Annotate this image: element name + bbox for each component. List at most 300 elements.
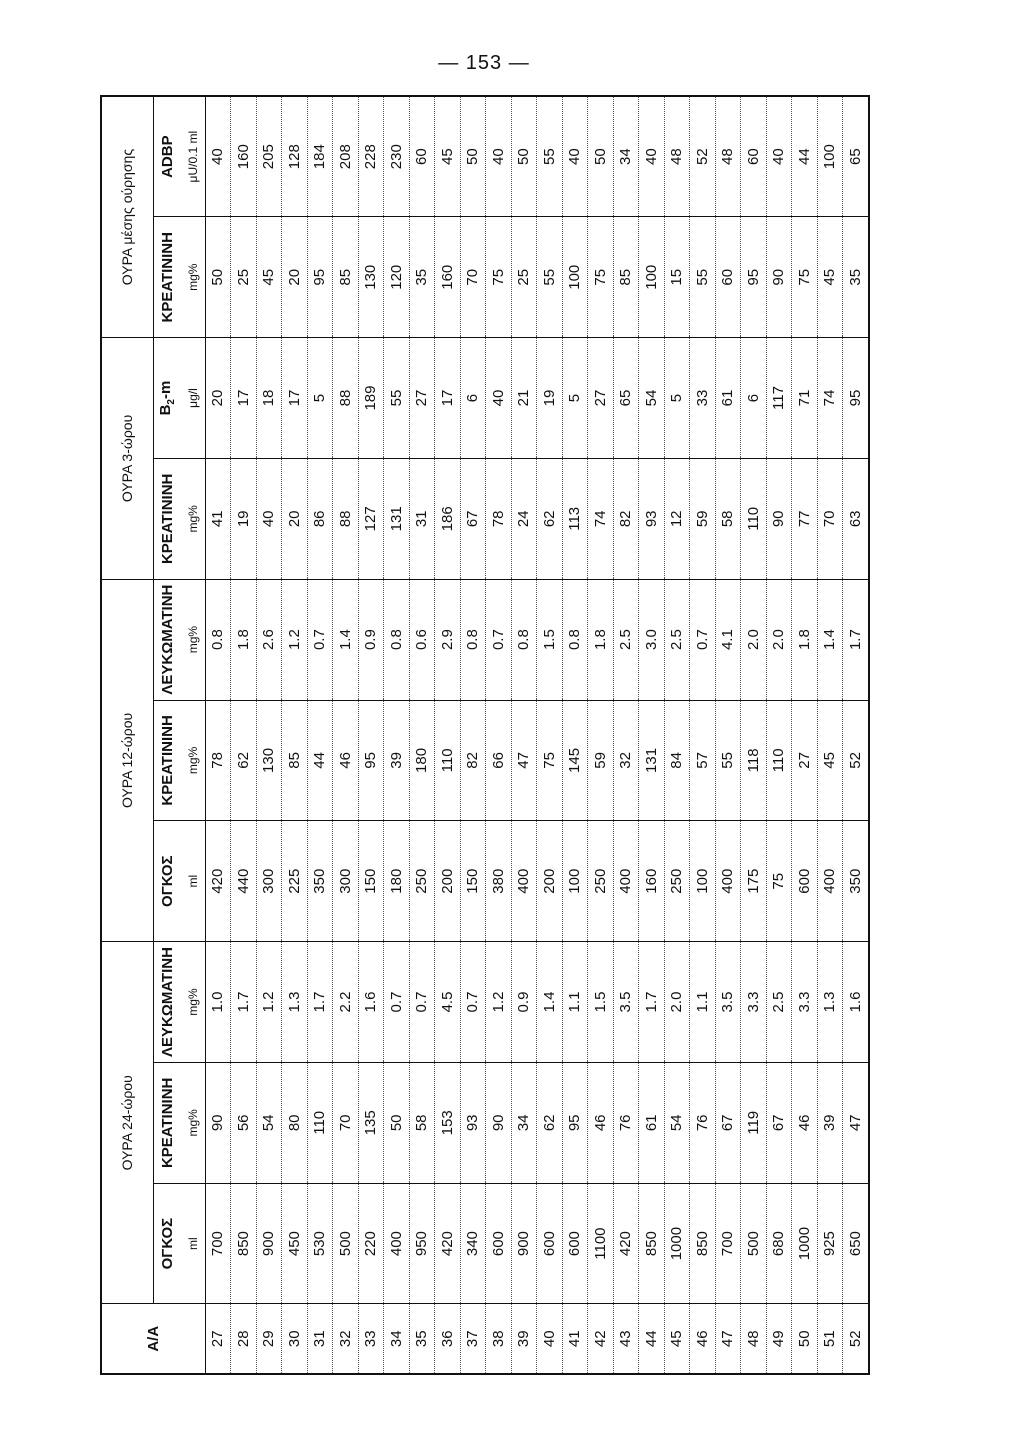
table-cell: 0.6: [409, 579, 435, 700]
table-cell: 90: [486, 1062, 512, 1183]
table-cell: 180: [384, 821, 410, 942]
table-cell: 127: [358, 458, 384, 579]
table-cell: 66: [486, 700, 512, 821]
table-cell: 131: [384, 458, 410, 579]
table-cell: 3.3: [792, 942, 818, 1063]
table-cell: 150: [358, 821, 384, 942]
table-cell: 61: [715, 338, 741, 459]
table-cell: 4.5: [435, 942, 461, 1063]
table-cell: 900: [511, 1183, 537, 1304]
table-cell: 0.8: [511, 579, 537, 700]
table-cell: 75: [537, 700, 563, 821]
table-cell: 95: [741, 217, 767, 338]
table-cell: 950: [409, 1183, 435, 1304]
table-cell: 1.8: [231, 579, 257, 700]
table-cell: 58: [409, 1062, 435, 1183]
table-cell: 1.3: [282, 942, 308, 1063]
table-cell: 78: [486, 458, 512, 579]
b2m-label-sub: 2: [165, 399, 177, 405]
table-cell: 160: [639, 821, 665, 942]
table-cell: 25: [511, 217, 537, 338]
table-cell: 90: [766, 458, 792, 579]
table-cell: 2.5: [613, 579, 639, 700]
col-header-2: ΚΡΕΑΤΙΝΙΝΗ: [153, 1062, 181, 1183]
table-cell: 86: [307, 458, 333, 579]
table-cell: 62: [231, 700, 257, 821]
table-cell: 70: [460, 217, 486, 338]
table-cell: 2.0: [741, 579, 767, 700]
table-cell: 117: [766, 338, 792, 459]
table-row: [817, 96, 843, 1374]
table-cell: 380: [486, 821, 512, 942]
table-cell: 44: [792, 96, 818, 217]
table-cell: 0.7: [486, 579, 512, 700]
table-cell: 135: [358, 1062, 384, 1183]
table-cell: 900: [256, 1183, 282, 1304]
table-cell: 200: [435, 821, 461, 942]
table-cell: 131: [639, 700, 665, 821]
row-index-cell: 48: [741, 1304, 767, 1374]
table-cell: 5: [307, 338, 333, 459]
table-cell: 400: [613, 821, 639, 942]
table-cell: 420: [205, 821, 231, 942]
col-header-6: ΛΕΥΚΩΜΑΤΙΝΗ: [153, 579, 181, 700]
row-index-cell: 44: [639, 1304, 665, 1374]
table-row: [843, 96, 870, 1374]
b2m-label-tail: -m: [156, 380, 174, 399]
table-cell: 76: [690, 1062, 716, 1183]
table-cell: 110: [307, 1062, 333, 1183]
b2m-label-main: B: [156, 404, 174, 416]
col-unit-1: ml: [181, 1183, 205, 1304]
table-cell: 90: [766, 217, 792, 338]
row-index-cell: 31: [307, 1304, 333, 1374]
table-cell: 2.5: [664, 579, 690, 700]
table-cell: 77: [792, 458, 818, 579]
table-cell: 850: [231, 1183, 257, 1304]
table-cell: 15: [664, 217, 690, 338]
row-index-cell: 30: [282, 1304, 308, 1374]
group-header-urine-3h: ΟΥΡΑ 3-ώρου: [101, 338, 153, 580]
table-cell: 46: [333, 700, 359, 821]
table-cell: 65: [613, 338, 639, 459]
table-cell: 700: [205, 1183, 231, 1304]
table-cell: 6: [741, 338, 767, 459]
table-cell: 58: [715, 458, 741, 579]
table-cell: 33: [690, 338, 716, 459]
table-cell: 189: [358, 338, 384, 459]
group-header-urine-24h: ΟΥΡΑ 24-ώρου: [101, 942, 153, 1304]
table-cell: 500: [741, 1183, 767, 1304]
table-row: [358, 96, 384, 1374]
table-cell: 34: [511, 1062, 537, 1183]
table-row: [409, 96, 435, 1374]
table-cell: 47: [843, 1062, 870, 1183]
table-cell: 54: [664, 1062, 690, 1183]
table-cell: 180: [409, 700, 435, 821]
table-cell: 3.3: [741, 942, 767, 1063]
table-cell: 76: [613, 1062, 639, 1183]
table-cell: 50: [511, 96, 537, 217]
table-cell: 48: [715, 96, 741, 217]
table-row: [613, 96, 639, 1374]
table-cell: 82: [613, 458, 639, 579]
table-cell: 1.7: [307, 942, 333, 1063]
table-cell: 440: [231, 821, 257, 942]
table-cell: 1.8: [588, 579, 614, 700]
table-cell: 1.2: [486, 942, 512, 1063]
col-unit-4: ml: [181, 821, 205, 942]
table-cell: 225: [282, 821, 308, 942]
table-cell: 300: [333, 821, 359, 942]
table-cell: 680: [766, 1183, 792, 1304]
table-cell: 110: [766, 700, 792, 821]
table-cell: 18: [256, 338, 282, 459]
table-row: [664, 96, 690, 1374]
table-cell: 1.5: [588, 942, 614, 1063]
table-cell: 0.7: [384, 942, 410, 1063]
table-cell: 220: [358, 1183, 384, 1304]
table-cell: 67: [766, 1062, 792, 1183]
table-cell: 45: [817, 700, 843, 821]
table-cell: 228: [358, 96, 384, 217]
table-cell: 1.5: [537, 579, 563, 700]
table-cell: 31: [409, 458, 435, 579]
table-cell: 59: [588, 700, 614, 821]
table-cell: 50: [460, 96, 486, 217]
row-index-cell: 35: [409, 1304, 435, 1374]
table-cell: 2.2: [333, 942, 359, 1063]
table-cell: 1.7: [639, 942, 665, 1063]
table-cell: 19: [537, 338, 563, 459]
table-cell: 0.7: [690, 579, 716, 700]
row-index-cell: 52: [843, 1304, 870, 1374]
table-cell: 39: [817, 1062, 843, 1183]
table-row: [792, 96, 818, 1374]
header-aa: Α/Α: [101, 1304, 205, 1374]
table-cell: 21: [511, 338, 537, 459]
table-cell: 95: [562, 1062, 588, 1183]
data-table-frame: [100, 95, 870, 1375]
table-cell: 41: [205, 458, 231, 579]
table-cell: 850: [690, 1183, 716, 1304]
row-index-cell: 45: [664, 1304, 690, 1374]
table-cell: 1.2: [282, 579, 308, 700]
table-cell: 150: [460, 821, 486, 942]
table-cell: 925: [817, 1183, 843, 1304]
table-cell: 0.7: [460, 942, 486, 1063]
table-cell: 400: [511, 821, 537, 942]
col-unit-6: mg%: [181, 579, 205, 700]
table-cell: 39: [384, 700, 410, 821]
table-cell: 130: [256, 700, 282, 821]
row-index-cell: 40: [537, 1304, 563, 1374]
table-cell: 34: [613, 96, 639, 217]
table-cell: 110: [741, 458, 767, 579]
table-cell: 1.1: [690, 942, 716, 1063]
table-cell: 59: [690, 458, 716, 579]
table-cell: 45: [817, 217, 843, 338]
table-row: [256, 96, 282, 1374]
table-cell: 130: [358, 217, 384, 338]
table-cell: 1100: [588, 1183, 614, 1304]
table-row: [766, 96, 792, 1374]
table-cell: 600: [537, 1183, 563, 1304]
table-row: [537, 96, 563, 1374]
table-cell: 600: [562, 1183, 588, 1304]
row-index-cell: 38: [486, 1304, 512, 1374]
table-cell: 40: [486, 96, 512, 217]
table-cell: 650: [843, 1183, 870, 1304]
table-cell: 0.8: [384, 579, 410, 700]
table-cell: 27: [588, 338, 614, 459]
row-index-cell: 46: [690, 1304, 716, 1374]
table-cell: 20: [282, 458, 308, 579]
table-cell: 90: [205, 1062, 231, 1183]
table-cell: 20: [282, 217, 308, 338]
table-cell: 40: [562, 96, 588, 217]
table-cell: 0.8: [460, 579, 486, 700]
table-cell: 40: [639, 96, 665, 217]
table-cell: 100: [690, 821, 716, 942]
table-row: [511, 96, 537, 1374]
table-cell: 3.5: [715, 942, 741, 1063]
row-index-cell: 43: [613, 1304, 639, 1374]
table-cell: 50: [205, 217, 231, 338]
table-cell: 1.4: [333, 579, 359, 700]
table-cell: 57: [690, 700, 716, 821]
table-cell: 17: [282, 338, 308, 459]
table-cell: 27: [409, 338, 435, 459]
table-cell: 100: [562, 217, 588, 338]
table-cell: 208: [333, 96, 359, 217]
table-cell: 1.7: [231, 942, 257, 1063]
table-cell: 128: [282, 96, 308, 217]
table-cell: 0.8: [562, 579, 588, 700]
col-unit-10: μU/0.1 ml: [181, 96, 205, 217]
table-cell: 40: [486, 338, 512, 459]
row-index-cell: 47: [715, 1304, 741, 1374]
table-cell: 1.7: [843, 579, 870, 700]
table-cell: 60: [409, 96, 435, 217]
table-cell: 46: [792, 1062, 818, 1183]
table-cell: 55: [690, 217, 716, 338]
table-cell: 56: [231, 1062, 257, 1183]
col-header-9: ΚΡΕΑΤΙΝΙΝΗ: [153, 217, 181, 338]
table-cell: 67: [460, 458, 486, 579]
table-cell: 80: [282, 1062, 308, 1183]
table-cell: 5: [664, 338, 690, 459]
table-cell: 95: [843, 338, 870, 459]
table-cell: 25: [231, 217, 257, 338]
table-cell: 350: [307, 821, 333, 942]
table-cell: 88: [333, 338, 359, 459]
table-cell: 55: [384, 338, 410, 459]
table-cell: 1.8: [792, 579, 818, 700]
col-header-10: ADBP: [153, 96, 181, 217]
row-index-cell: 36: [435, 1304, 461, 1374]
table-cell: 35: [843, 217, 870, 338]
row-index-cell: 39: [511, 1304, 537, 1374]
table-row: [460, 96, 486, 1374]
table-cell: 52: [843, 700, 870, 821]
table-cell: 184: [307, 96, 333, 217]
col-unit-3: mg%: [181, 942, 205, 1063]
table-cell: 450: [282, 1183, 308, 1304]
table-cell: 84: [664, 700, 690, 821]
table-cell: 17: [231, 338, 257, 459]
table-cell: 420: [435, 1183, 461, 1304]
table-row: [231, 96, 257, 1374]
table-cell: 6: [460, 338, 486, 459]
table-cell: 100: [817, 96, 843, 217]
row-index-cell: 32: [333, 1304, 359, 1374]
table-row: [741, 96, 767, 1374]
table-cell: 400: [817, 821, 843, 942]
table-cell: 62: [537, 1062, 563, 1183]
table-cell: 119: [741, 1062, 767, 1183]
table-cell: 1.4: [537, 942, 563, 1063]
table-cell: 113: [562, 458, 588, 579]
table-cell: 52: [690, 96, 716, 217]
table-cell: 1.3: [817, 942, 843, 1063]
table-cell: 50: [588, 96, 614, 217]
table-cell: 93: [639, 458, 665, 579]
row-index-cell: 37: [460, 1304, 486, 1374]
table-cell: 1.1: [562, 942, 588, 1063]
table-row: [562, 96, 588, 1374]
table-cell: 82: [460, 700, 486, 821]
table-cell: 45: [435, 96, 461, 217]
col-header-3: ΛΕΥΚΩΜΑΤΙΝΗ: [153, 942, 181, 1063]
table-cell: 85: [282, 700, 308, 821]
table-cell: 153: [435, 1062, 461, 1183]
table-cell: 35: [409, 217, 435, 338]
row-index-cell: 51: [817, 1304, 843, 1374]
table-row: [639, 96, 665, 1374]
table-cell: 420: [613, 1183, 639, 1304]
table-body: [205, 96, 869, 1374]
row-index-cell: 29: [256, 1304, 282, 1374]
table-cell: 46: [588, 1062, 614, 1183]
col-header-7: ΚΡΕΑΤΙΝΙΝΗ: [153, 458, 181, 579]
table-cell: 230: [384, 96, 410, 217]
table-row: [384, 96, 410, 1374]
table-cell: 32: [613, 700, 639, 821]
table-row: [282, 96, 308, 1374]
table-cell: 88: [333, 458, 359, 579]
row-index-cell: 27: [205, 1304, 231, 1374]
table-row: [588, 96, 614, 1374]
table-cell: 1.6: [358, 942, 384, 1063]
table-cell: 700: [715, 1183, 741, 1304]
table-cell: 1000: [664, 1183, 690, 1304]
table-cell: 62: [537, 458, 563, 579]
col-header-4: ΟΓΚΟΣ: [153, 821, 181, 942]
table-cell: 186: [435, 458, 461, 579]
table-cell: 100: [639, 217, 665, 338]
col-unit-2: mg%: [181, 1062, 205, 1183]
table-cell: 60: [715, 217, 741, 338]
col-header-1: ΟΓΚΟΣ: [153, 1183, 181, 1304]
table-cell: 71: [792, 338, 818, 459]
table-cell: 145: [562, 700, 588, 821]
table-cell: 1.2: [256, 942, 282, 1063]
table-cell: 2.0: [664, 942, 690, 1063]
table-cell: 1.4: [817, 579, 843, 700]
table-cell: 400: [384, 1183, 410, 1304]
table-cell: 0.7: [307, 579, 333, 700]
table-cell: 3.0: [639, 579, 665, 700]
table-cell: 63: [843, 458, 870, 579]
table-cell: 1.6: [843, 942, 870, 1063]
table-cell: 530: [307, 1183, 333, 1304]
urine-analysis-table: [100, 95, 870, 1375]
table-cell: 85: [333, 217, 359, 338]
table-cell: 75: [486, 217, 512, 338]
table-cell: 250: [664, 821, 690, 942]
table-cell: 300: [256, 821, 282, 942]
row-index-cell: 50: [792, 1304, 818, 1374]
row-index-cell: 34: [384, 1304, 410, 1374]
group-header-urine-mid: ΟΥΡΑ μέσης ούρησης: [101, 96, 153, 338]
table-cell: 0.9: [511, 942, 537, 1063]
table-cell: 44: [307, 700, 333, 821]
table-cell: 50: [384, 1062, 410, 1183]
table-cell: 17: [435, 338, 461, 459]
table-cell: 70: [817, 458, 843, 579]
table-cell: 60: [741, 96, 767, 217]
table-cell: 61: [639, 1062, 665, 1183]
row-index-cell: 28: [231, 1304, 257, 1374]
table-cell: 2.5: [766, 942, 792, 1063]
page-number: — 153 —: [438, 52, 530, 74]
table-cell: 85: [613, 217, 639, 338]
table-cell: 40: [205, 96, 231, 217]
table-row: [333, 96, 359, 1374]
table-cell: 600: [486, 1183, 512, 1304]
table-cell: 75: [792, 217, 818, 338]
table-row: [715, 96, 741, 1374]
table-cell: 160: [231, 96, 257, 217]
table-cell: 47: [511, 700, 537, 821]
table-cell: 27: [792, 700, 818, 821]
col-unit-9: mg%: [181, 217, 205, 338]
table-cell: 74: [588, 458, 614, 579]
table-cell: 54: [639, 338, 665, 459]
table-cell: 70: [333, 1062, 359, 1183]
table-row: [307, 96, 333, 1374]
table-cell: 67: [715, 1062, 741, 1183]
table-cell: 55: [537, 217, 563, 338]
table-cell: 95: [358, 700, 384, 821]
table-cell: 600: [792, 821, 818, 942]
col-header-5: ΚΡΕΑΤΙΝΙΝΗ: [153, 700, 181, 821]
table-cell: 200: [537, 821, 563, 942]
table-cell: 2.9: [435, 579, 461, 700]
table-cell: 205: [256, 96, 282, 217]
table-cell: 95: [307, 217, 333, 338]
table-cell: 100: [562, 821, 588, 942]
table-cell: 2.6: [256, 579, 282, 700]
table-cell: 12: [664, 458, 690, 579]
table-cell: 110: [435, 700, 461, 821]
col-unit-5: mg%: [181, 700, 205, 821]
table-cell: 4.1: [715, 579, 741, 700]
row-index-cell: 49: [766, 1304, 792, 1374]
table-cell: 160: [435, 217, 461, 338]
table-row: [486, 96, 512, 1374]
